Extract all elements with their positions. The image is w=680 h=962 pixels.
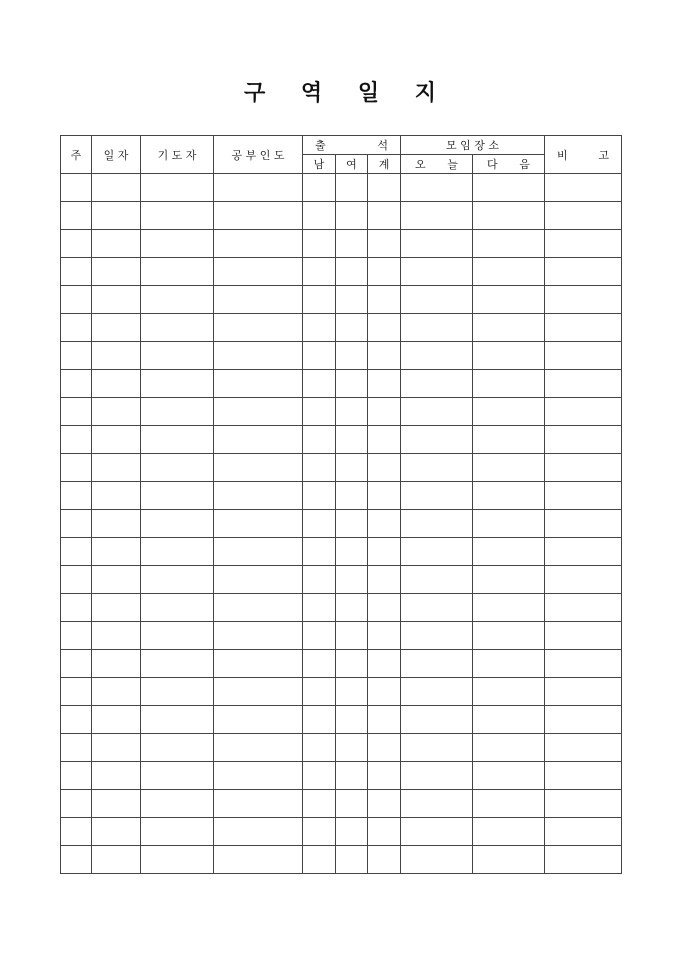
header-next-left: 다 (487, 158, 498, 171)
cell-week[interactable] (61, 398, 92, 426)
cell-prayer[interactable] (141, 622, 214, 650)
cell-date[interactable] (92, 286, 141, 314)
cell-prayer[interactable] (141, 174, 214, 202)
cell-today[interactable] (401, 454, 473, 482)
cell-study-leader[interactable] (214, 566, 303, 594)
cell-study-leader[interactable] (214, 706, 303, 734)
cell-remarks[interactable] (545, 706, 622, 734)
cell-prayer[interactable] (141, 734, 214, 762)
cell-date[interactable] (92, 258, 141, 286)
cell-next[interactable] (473, 398, 545, 426)
cell-remarks[interactable] (545, 454, 622, 482)
cell-next[interactable] (473, 426, 545, 454)
cell-remarks[interactable] (545, 482, 622, 510)
cell-week[interactable] (61, 342, 92, 370)
cell-prayer[interactable] (141, 426, 214, 454)
cell-today[interactable] (401, 202, 473, 230)
cell-male[interactable] (303, 622, 336, 650)
cell-study-leader[interactable] (214, 258, 303, 286)
cell-date[interactable] (92, 398, 141, 426)
cell-study-leader[interactable] (214, 482, 303, 510)
cell-next[interactable] (473, 342, 545, 370)
table-row (61, 734, 622, 762)
cell-week[interactable] (61, 258, 92, 286)
cell-study-leader[interactable] (214, 594, 303, 622)
cell-week[interactable] (61, 734, 92, 762)
cell-next[interactable] (473, 594, 545, 622)
header-today-right: 늘 (447, 158, 459, 171)
cell-prayer[interactable] (141, 454, 214, 482)
table-row (61, 818, 622, 846)
cell-male[interactable] (303, 314, 336, 342)
cell-study-leader[interactable] (214, 314, 303, 342)
table-row (61, 846, 622, 874)
cell-next[interactable] (473, 482, 545, 510)
cell-study-leader[interactable] (214, 454, 303, 482)
page-title: 구 역 일 지 (244, 80, 450, 106)
cell-remarks[interactable] (545, 734, 622, 762)
cell-week[interactable] (61, 846, 92, 874)
cell-total[interactable] (368, 538, 401, 566)
header-study-leader: 공 부 인 도 (214, 136, 303, 174)
cell-male[interactable] (303, 174, 336, 202)
cell-week[interactable] (61, 426, 92, 454)
cell-date[interactable] (92, 342, 141, 370)
cell-date[interactable] (92, 846, 141, 874)
table-row (61, 258, 622, 286)
cell-female[interactable] (336, 622, 368, 650)
cell-study-leader[interactable] (214, 622, 303, 650)
cell-male[interactable] (303, 566, 336, 594)
cell-remarks[interactable] (545, 790, 622, 818)
cell-male[interactable] (303, 230, 336, 258)
cell-prayer[interactable] (141, 650, 214, 678)
cell-prayer[interactable] (141, 314, 214, 342)
cell-next[interactable] (473, 258, 545, 286)
cell-total[interactable] (368, 202, 401, 230)
table-row (61, 566, 622, 594)
cell-male[interactable] (303, 482, 336, 510)
cell-today[interactable] (401, 846, 473, 874)
cell-today[interactable] (401, 174, 473, 202)
cell-week[interactable] (61, 706, 92, 734)
cell-week[interactable] (61, 454, 92, 482)
cell-next[interactable] (473, 538, 545, 566)
cell-next[interactable] (473, 846, 545, 874)
cell-remarks[interactable] (545, 342, 622, 370)
cell-female[interactable] (336, 846, 368, 874)
cell-next[interactable] (473, 454, 545, 482)
cell-female[interactable] (336, 398, 368, 426)
table-row (61, 650, 622, 678)
log-body (61, 174, 622, 874)
header-today-left: 오 (415, 158, 426, 171)
district-log-table (60, 135, 622, 874)
cell-date[interactable] (92, 678, 141, 706)
cell-study-leader[interactable] (214, 790, 303, 818)
cell-prayer[interactable] (141, 594, 214, 622)
header-meeting-place: 모 임 장 소 (401, 136, 545, 155)
header-remarks (545, 136, 622, 174)
cell-next[interactable] (473, 566, 545, 594)
cell-study-leader[interactable] (214, 174, 303, 202)
cell-female[interactable] (336, 678, 368, 706)
cell-total[interactable] (368, 566, 401, 594)
cell-remarks[interactable] (545, 174, 622, 202)
cell-total[interactable] (368, 706, 401, 734)
cell-remarks[interactable] (545, 650, 622, 678)
cell-female[interactable] (336, 818, 368, 846)
cell-total[interactable] (368, 398, 401, 426)
cell-date[interactable] (92, 818, 141, 846)
cell-prayer[interactable] (141, 482, 214, 510)
cell-week[interactable] (61, 230, 92, 258)
cell-today[interactable] (401, 594, 473, 622)
table-row (61, 622, 622, 650)
cell-male[interactable] (303, 510, 336, 538)
table-row (61, 174, 622, 202)
header-female: 여 (336, 155, 368, 174)
cell-week[interactable] (61, 202, 92, 230)
cell-today[interactable] (401, 538, 473, 566)
cell-next[interactable] (473, 790, 545, 818)
cell-prayer[interactable] (141, 258, 214, 286)
cell-study-leader[interactable] (214, 510, 303, 538)
cell-week[interactable] (61, 622, 92, 650)
cell-week[interactable] (61, 650, 92, 678)
cell-remarks[interactable] (545, 762, 622, 790)
cell-male[interactable] (303, 846, 336, 874)
cell-week[interactable] (61, 370, 92, 398)
cell-female[interactable] (336, 706, 368, 734)
cell-male[interactable] (303, 398, 336, 426)
cell-prayer[interactable] (141, 818, 214, 846)
cell-week[interactable] (61, 790, 92, 818)
cell-next[interactable] (473, 818, 545, 846)
cell-next[interactable] (473, 314, 545, 342)
cell-prayer[interactable] (141, 762, 214, 790)
cell-next[interactable] (473, 510, 545, 538)
cell-total[interactable] (368, 678, 401, 706)
table-row (61, 538, 622, 566)
cell-week[interactable] (61, 594, 92, 622)
cell-week[interactable] (61, 566, 92, 594)
cell-next[interactable] (473, 706, 545, 734)
cell-female[interactable] (336, 650, 368, 678)
cell-remarks[interactable] (545, 230, 622, 258)
cell-next[interactable] (473, 762, 545, 790)
cell-male[interactable] (303, 342, 336, 370)
cell-date[interactable] (92, 370, 141, 398)
cell-date[interactable] (92, 790, 141, 818)
cell-today[interactable] (401, 622, 473, 650)
cell-today[interactable] (401, 342, 473, 370)
header-male: 남 (303, 155, 336, 174)
cell-total[interactable] (368, 510, 401, 538)
cell-date[interactable] (92, 706, 141, 734)
cell-prayer[interactable] (141, 846, 214, 874)
cell-total[interactable] (368, 454, 401, 482)
cell-male[interactable] (303, 762, 336, 790)
cell-study-leader[interactable] (214, 762, 303, 790)
cell-remarks[interactable] (545, 202, 622, 230)
cell-today[interactable] (401, 426, 473, 454)
table-row (61, 678, 622, 706)
cell-week[interactable] (61, 818, 92, 846)
cell-today[interactable] (401, 286, 473, 314)
cell-remarks[interactable] (545, 314, 622, 342)
cell-female[interactable] (336, 594, 368, 622)
cell-total[interactable] (368, 174, 401, 202)
cell-today[interactable] (401, 370, 473, 398)
cell-study-leader[interactable] (214, 678, 303, 706)
cell-date[interactable] (92, 650, 141, 678)
cell-remarks[interactable] (545, 258, 622, 286)
cell-week[interactable] (61, 482, 92, 510)
cell-today[interactable] (401, 482, 473, 510)
cell-prayer[interactable] (141, 342, 214, 370)
header-remarks-left: 비 (557, 148, 568, 162)
cell-remarks[interactable] (545, 538, 622, 566)
cell-male[interactable] (303, 258, 336, 286)
cell-female[interactable] (336, 454, 368, 482)
cell-next[interactable] (473, 622, 545, 650)
cell-male[interactable] (303, 818, 336, 846)
header-attendance-left: 출 (315, 139, 326, 152)
cell-male[interactable] (303, 734, 336, 762)
cell-total[interactable] (368, 594, 401, 622)
cell-prayer[interactable] (141, 566, 214, 594)
table-row (61, 426, 622, 454)
cell-study-leader[interactable] (214, 734, 303, 762)
cell-week[interactable] (61, 678, 92, 706)
cell-next[interactable] (473, 202, 545, 230)
cell-female[interactable] (336, 762, 368, 790)
cell-next[interactable] (473, 370, 545, 398)
cell-prayer[interactable] (141, 230, 214, 258)
cell-week[interactable] (61, 538, 92, 566)
cell-total[interactable] (368, 230, 401, 258)
cell-date[interactable] (92, 762, 141, 790)
cell-study-leader[interactable] (214, 398, 303, 426)
cell-total[interactable] (368, 846, 401, 874)
cell-study-leader[interactable] (214, 286, 303, 314)
cell-date[interactable] (92, 594, 141, 622)
table-row (61, 790, 622, 818)
cell-male[interactable] (303, 790, 336, 818)
cell-female[interactable] (336, 510, 368, 538)
cell-male[interactable] (303, 678, 336, 706)
cell-prayer[interactable] (141, 678, 214, 706)
header-today (401, 155, 473, 174)
cell-remarks[interactable] (545, 398, 622, 426)
cell-female[interactable] (336, 342, 368, 370)
table-row (61, 202, 622, 230)
cell-prayer[interactable] (141, 790, 214, 818)
cell-date[interactable] (92, 734, 141, 762)
cell-female[interactable] (336, 174, 368, 202)
cell-today[interactable] (401, 790, 473, 818)
cell-study-leader[interactable] (214, 202, 303, 230)
cell-today[interactable] (401, 706, 473, 734)
cell-week[interactable] (61, 286, 92, 314)
cell-today[interactable] (401, 566, 473, 594)
cell-prayer[interactable] (141, 202, 214, 230)
table-row (61, 342, 622, 370)
table-row (61, 314, 622, 342)
table-row (61, 706, 622, 734)
cell-next[interactable] (473, 174, 545, 202)
cell-remarks[interactable] (545, 846, 622, 874)
cell-female[interactable] (336, 286, 368, 314)
cell-male[interactable] (303, 202, 336, 230)
cell-study-leader[interactable] (214, 538, 303, 566)
header-total: 계 (368, 155, 401, 174)
cell-male[interactable] (303, 594, 336, 622)
cell-female[interactable] (336, 482, 368, 510)
cell-female[interactable] (336, 258, 368, 286)
cell-total[interactable] (368, 258, 401, 286)
cell-date[interactable] (92, 482, 141, 510)
header-date: 일 자 (92, 136, 141, 174)
cell-prayer[interactable] (141, 510, 214, 538)
cell-date[interactable] (92, 174, 141, 202)
cell-female[interactable] (336, 566, 368, 594)
cell-remarks[interactable] (545, 818, 622, 846)
cell-total[interactable] (368, 286, 401, 314)
cell-remarks[interactable] (545, 370, 622, 398)
header-attendance (303, 136, 401, 155)
cell-study-leader[interactable] (214, 426, 303, 454)
cell-total[interactable] (368, 622, 401, 650)
cell-week[interactable] (61, 510, 92, 538)
cell-prayer[interactable] (141, 398, 214, 426)
cell-total[interactable] (368, 314, 401, 342)
cell-week[interactable] (61, 762, 92, 790)
cell-total[interactable] (368, 370, 401, 398)
cell-female[interactable] (336, 202, 368, 230)
cell-study-leader[interactable] (214, 230, 303, 258)
cell-today[interactable] (401, 258, 473, 286)
table-row (61, 482, 622, 510)
cell-date[interactable] (92, 314, 141, 342)
cell-male[interactable] (303, 454, 336, 482)
cell-date[interactable] (92, 510, 141, 538)
cell-date[interactable] (92, 566, 141, 594)
cell-male[interactable] (303, 650, 336, 678)
table-row (61, 398, 622, 426)
header-prayer: 기 도 자 (141, 136, 214, 174)
cell-today[interactable] (401, 818, 473, 846)
header-next-right: 음 (519, 158, 531, 171)
cell-prayer[interactable] (141, 370, 214, 398)
cell-total[interactable] (368, 818, 401, 846)
table-row (61, 510, 622, 538)
cell-next[interactable] (473, 286, 545, 314)
cell-total[interactable] (368, 734, 401, 762)
cell-date[interactable] (92, 538, 141, 566)
table-row (61, 370, 622, 398)
cell-female[interactable] (336, 370, 368, 398)
cell-female[interactable] (336, 538, 368, 566)
cell-male[interactable] (303, 370, 336, 398)
cell-male[interactable] (303, 286, 336, 314)
cell-today[interactable] (401, 314, 473, 342)
cell-week[interactable] (61, 314, 92, 342)
cell-remarks[interactable] (545, 622, 622, 650)
cell-total[interactable] (368, 482, 401, 510)
cell-female[interactable] (336, 734, 368, 762)
cell-remarks[interactable] (545, 678, 622, 706)
cell-study-leader[interactable] (214, 342, 303, 370)
cell-total[interactable] (368, 342, 401, 370)
cell-prayer[interactable] (141, 286, 214, 314)
cell-next[interactable] (473, 650, 545, 678)
cell-prayer[interactable] (141, 706, 214, 734)
table-row (61, 762, 622, 790)
cell-today[interactable] (401, 230, 473, 258)
cell-today[interactable] (401, 398, 473, 426)
cell-total[interactable] (368, 762, 401, 790)
cell-date[interactable] (92, 454, 141, 482)
table-row (61, 594, 622, 622)
cell-female[interactable] (336, 314, 368, 342)
cell-today[interactable] (401, 734, 473, 762)
header-remarks-right: 고 (598, 148, 610, 162)
cell-today[interactable] (401, 510, 473, 538)
cell-today[interactable] (401, 762, 473, 790)
cell-male[interactable] (303, 426, 336, 454)
header-attendance-right: 석 (377, 139, 389, 152)
cell-study-leader[interactable] (214, 818, 303, 846)
cell-male[interactable] (303, 706, 336, 734)
cell-remarks[interactable] (545, 426, 622, 454)
cell-date[interactable] (92, 426, 141, 454)
cell-today[interactable] (401, 650, 473, 678)
cell-next[interactable] (473, 734, 545, 762)
cell-remarks[interactable] (545, 594, 622, 622)
cell-date[interactable] (92, 230, 141, 258)
cell-female[interactable] (336, 230, 368, 258)
cell-week[interactable] (61, 174, 92, 202)
cell-total[interactable] (368, 426, 401, 454)
table-row (61, 454, 622, 482)
cell-today[interactable] (401, 678, 473, 706)
cell-next[interactable] (473, 678, 545, 706)
cell-next[interactable] (473, 230, 545, 258)
cell-female[interactable] (336, 426, 368, 454)
cell-female[interactable] (336, 790, 368, 818)
cell-remarks[interactable] (545, 510, 622, 538)
cell-study-leader[interactable] (214, 650, 303, 678)
cell-total[interactable] (368, 790, 401, 818)
cell-male[interactable] (303, 538, 336, 566)
cell-prayer[interactable] (141, 538, 214, 566)
table-row (61, 230, 622, 258)
cell-remarks[interactable] (545, 286, 622, 314)
header-week: 주 (61, 136, 92, 174)
table-row (61, 286, 622, 314)
header-next (473, 155, 545, 174)
cell-date[interactable] (92, 622, 141, 650)
cell-total[interactable] (368, 650, 401, 678)
cell-study-leader[interactable] (214, 370, 303, 398)
cell-study-leader[interactable] (214, 846, 303, 874)
cell-remarks[interactable] (545, 566, 622, 594)
cell-date[interactable] (92, 202, 141, 230)
